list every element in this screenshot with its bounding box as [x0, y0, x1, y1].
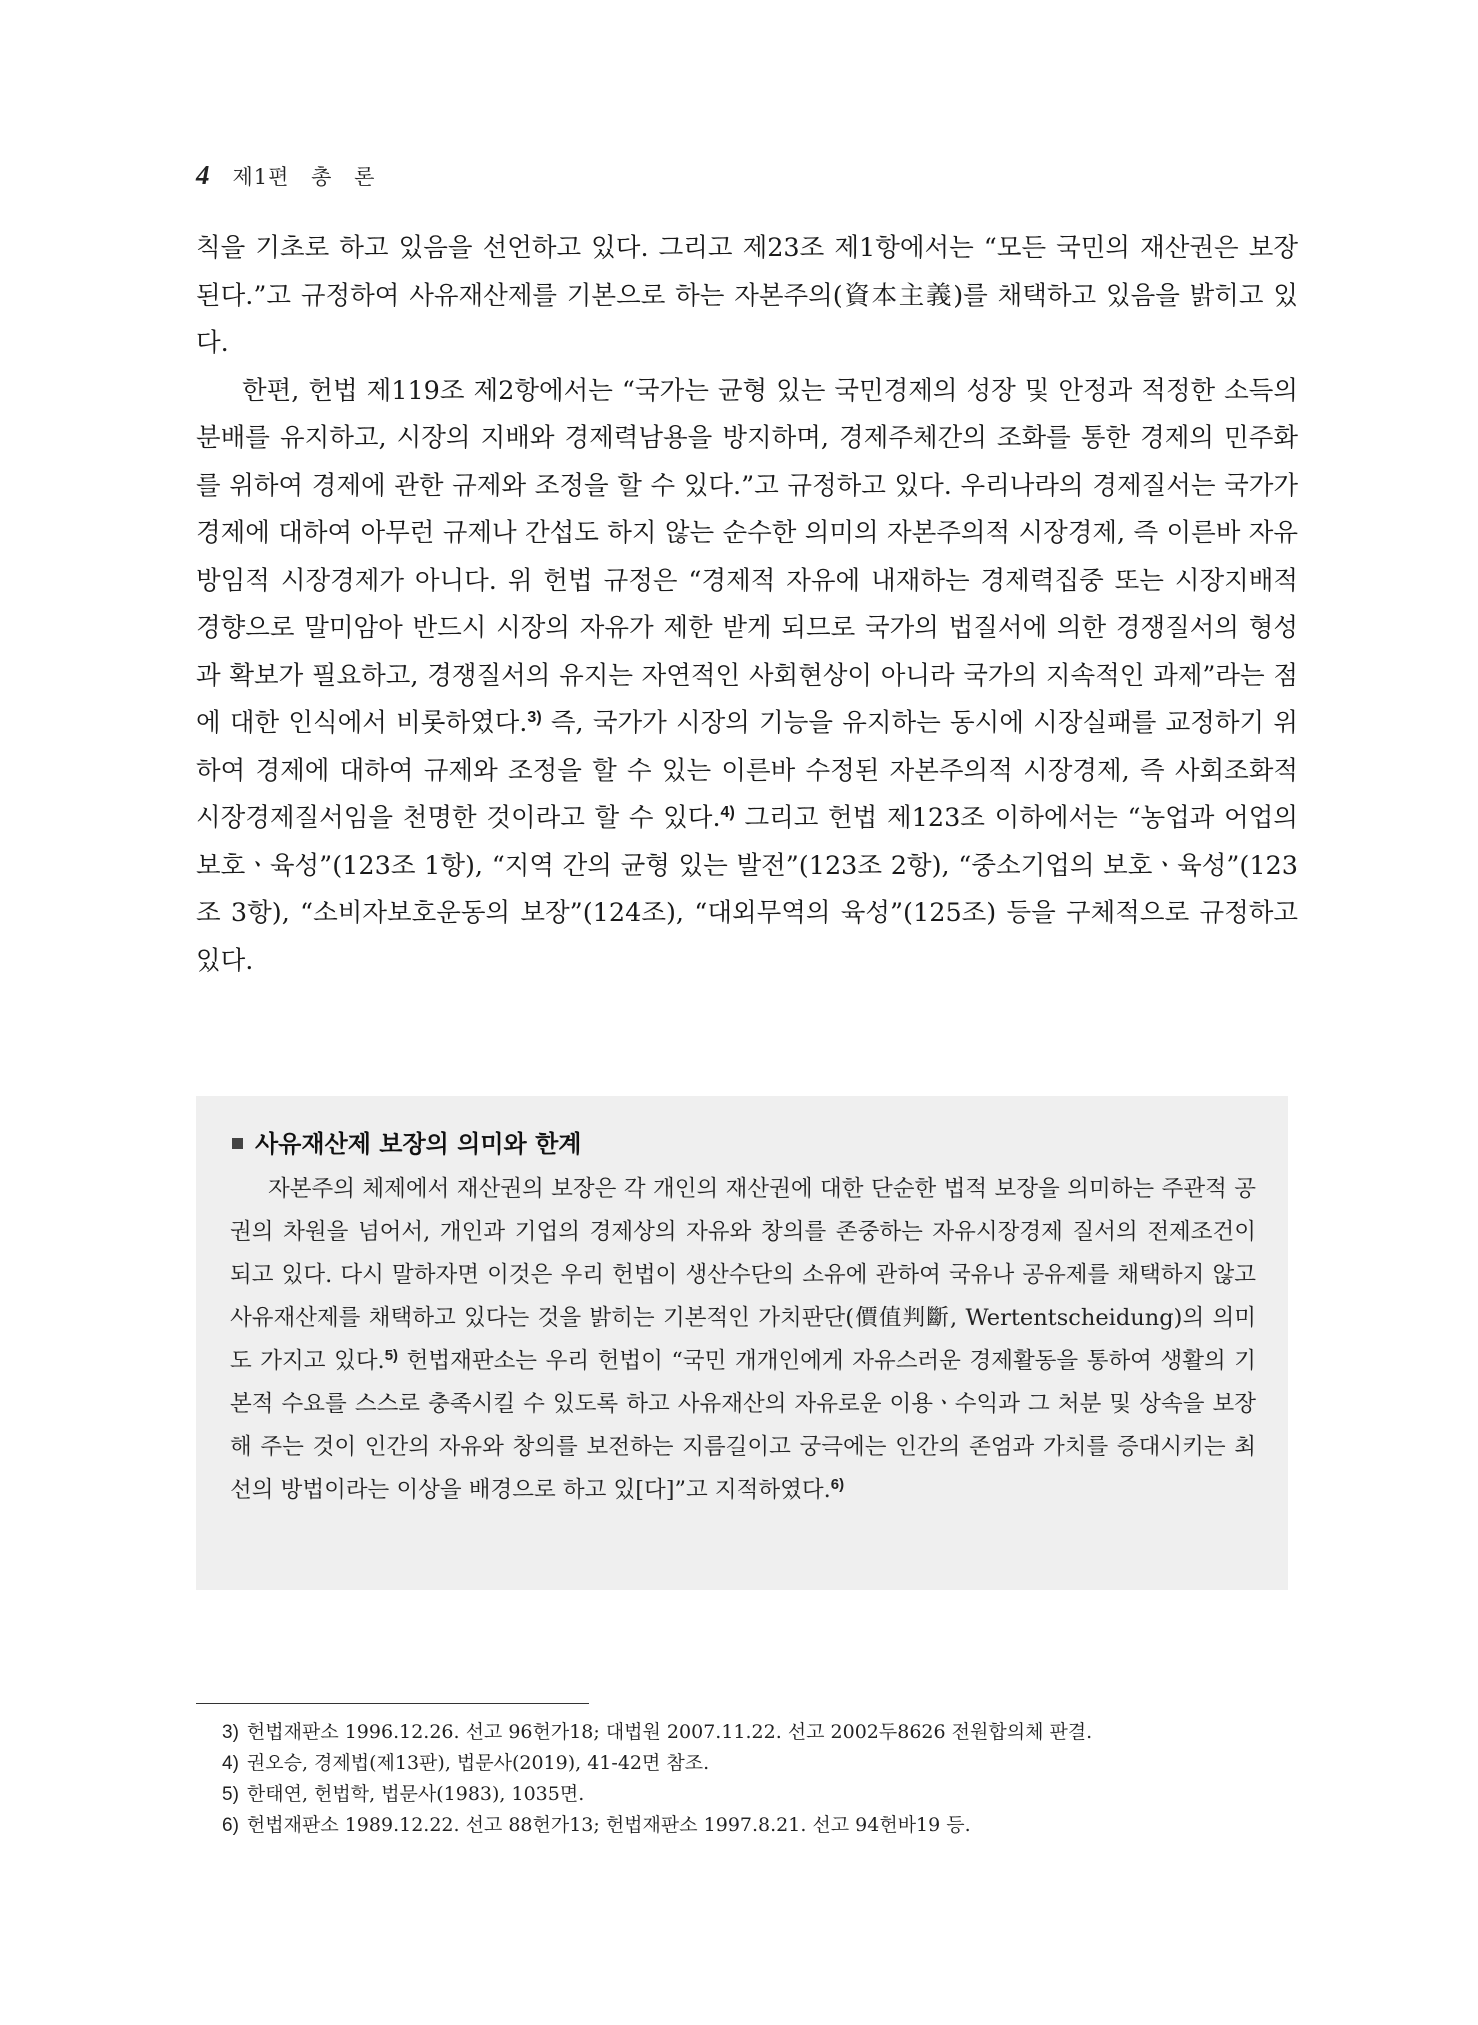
- box-title: [230, 1128, 1256, 1160]
- box-text-part-a: 자본주의 체제에서 재산권의 보장은 각 개인의 재산권에 대한 단순한 법적 보장을 의미하는 주관적 공권의 차원을 넘어서, 개인과 기업의 경제상의 자유와 창의를 존중하는 자유시장경제 질서의 전제조건이 되고 있다. 다시 말하자면 이것은 우리 헌법이 생산수단의 소유에 관하여 국유나 공유제를 채택하지 않고 사유재산제를 채택하고 있다는 것을 밝히는 기본적인 가치판단(價值判斷, Wertentscheidung)의 의미도 가지고 있다.: [230, 1176, 1256, 1374]
- sidebar-box: [196, 1096, 1288, 1590]
- footnote-text: 한태연, 헌법학, 법문사(1983), 1035면.: [246, 1783, 585, 1805]
- footnote-label: 6): [222, 1815, 239, 1836]
- paragraph-2: [196, 368, 1298, 986]
- footnote-item: [222, 1717, 1282, 1748]
- footnote-divider: [196, 1703, 589, 1704]
- footnote-item: [222, 1810, 1282, 1841]
- footnote-ref-5[interactable]: 5): [384, 1347, 399, 1364]
- square-bullet-icon: [232, 1138, 243, 1149]
- footnote-label: 3): [222, 1722, 239, 1743]
- footnote-ref-6[interactable]: 6): [830, 1476, 845, 1493]
- paragraph-1: 칙을 기초로 하고 있음을 선언하고 있다. 그리고 제23조 제1항에서는 “모든 국민의 재산권은 보장된다.”고 규정하여 사유재산제를 기본으로 하는 자본주의(資本主義)를 채택하고 있음을 밝히고 있다.: [196, 233, 1298, 358]
- footnote-ref-3[interactable]: 3): [527, 709, 542, 726]
- running-header: [196, 160, 375, 191]
- box-title-text: 사유재산제 보장의 의미와 한계: [255, 1130, 582, 1158]
- footnote-text: 권오승, 경제법(제13판), 법문사(2019), 41-42면 참조.: [246, 1752, 710, 1774]
- page-number: 4: [196, 160, 211, 190]
- footnote-ref-4[interactable]: 4): [720, 804, 735, 821]
- footnote-item: [222, 1779, 1282, 1810]
- paragraph-2-part-b: 즉, 국가가 시장의 기능을 유지하는 동시에 시장실패를 교정하기 위하여 경제에 대하여 규제와 조정을 할 수 있는 이른바 수정된 자본주의적 시장경제, 즉 사회조화적 시장경제질서임을 천명한 것이라고 할 수 있다.: [196, 708, 1298, 833]
- box-body-text: [230, 1168, 1256, 1512]
- footnote-text: 헌법재판소 1989.12.22. 선고 88헌가13; 헌법재판소 1997.8.21. 선고 94헌바19 등.: [246, 1814, 971, 1836]
- box-text-part-b: 헌법재판소는 우리 헌법이 “국민 개개인에게 자유스러운 경제활동을 통하여 생활의 기본적 수요를 스스로 충족시킬 수 있도록 하고 사유재산의 자유로운 이용ㆍ수익과 그 처분 및 상속을 보장해 주는 것이 인간의 자유와 창의를 보전하는 지름길이고 궁극에는 인간의 존엄과 가치를 증대시키는 최선의 방법이라는 이상을 배경으로 하고 있[다]”고 지적하였다.: [230, 1348, 1257, 1503]
- footnotes-list: [222, 1717, 1282, 1841]
- paragraph-2-part-a: 한편, 헌법 제119조 제2항에서는 “국가는 균형 있는 국민경제의 성장 및 안정과 적정한 소득의 분배를 유지하고, 시장의 지배와 경제력남용을 방지하며, 경제주체간의 조화를 통한 경제의 민주화를 위하여 경제에 관한 규제와 조정을 할 수 있다.”고 규정하고 있다. 우리나라의 경제질서는 국가가 경제에 대하여 아무런 규제나 간섭도 하지 않는 순수한 의미의 자본주의적 시장경제, 즉 이른바 자유방임적 시장경제가 아니다. 위 헌법 규정은 “경제적 자유에 내재하는 경제력집중 또는 시장지배적 경향으로 말미암아 반드시 시장의 자유가 제한 받게 되므로 국가의 법질서에 의한 경쟁질서의 형성과 확보가 필요하고, 경쟁질서의 유지는 자연적인 사회현상이 아니라 국가의 지속적인 과제”라는 점에 대한 인식에서 비롯하였다.: [196, 375, 1298, 738]
- section-title: 제1편 총 론: [232, 165, 376, 189]
- footnote-item: [222, 1748, 1282, 1779]
- main-body-text: [196, 225, 1298, 985]
- footnote-text: 헌법재판소 1996.12.26. 선고 96헌가18; 대법원 2007.11.22. 선고 2002두8626 전원합의체 판결.: [246, 1721, 1093, 1743]
- footnote-label: 4): [222, 1753, 239, 1774]
- paragraph-2-part-c: 그리고 헌법 제123조 이하에서는 “농업과 어업의 보호ㆍ육성”(123조 1항), “지역 간의 균형 있는 발전”(123조 2항), “중소기업의 보호ㆍ육성”(123조 3항), “소비자보호운동의 보장”(124조), “대외무역의 육성”(125조) 등을 구체적으로 규정하고 있다.: [196, 803, 1298, 976]
- footnote-label: 5): [222, 1784, 239, 1805]
